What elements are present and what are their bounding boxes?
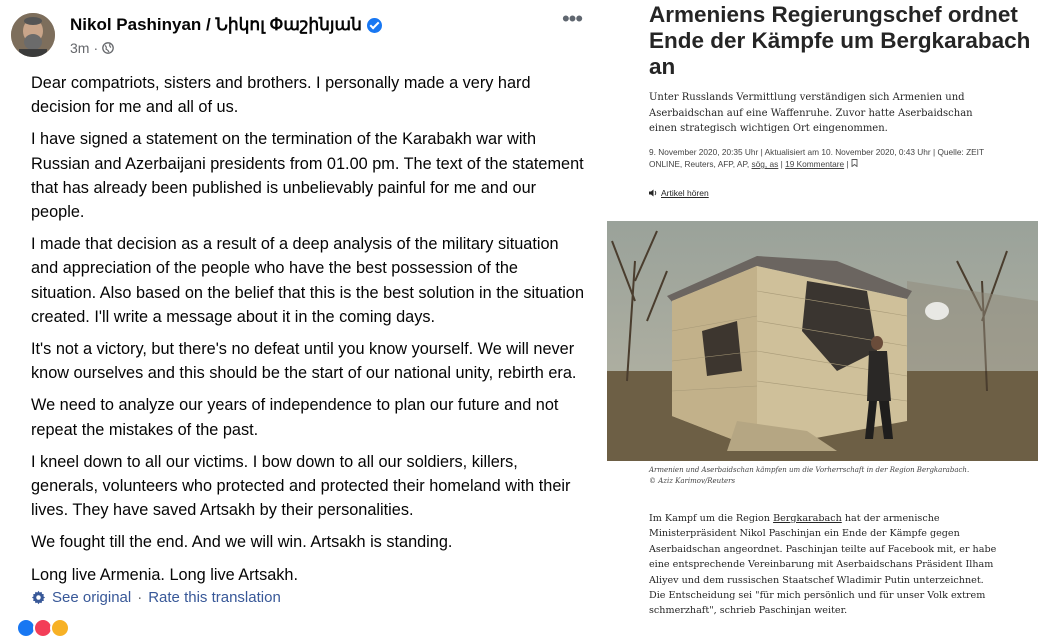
reaction-icons[interactable] xyxy=(16,618,67,638)
speaker-icon xyxy=(649,189,658,197)
more-options-icon[interactable]: ••• xyxy=(561,6,583,31)
author-name-text[interactable]: Nikol Pashinyan / Նիկոլ Փաշինյան xyxy=(70,15,362,34)
post-paragraph: We need to analyze our years of independence to plan our future and not repeat the mistakes of the past. xyxy=(31,396,559,439)
source-authors-link[interactable]: sög, as xyxy=(751,159,779,169)
article-updated: Aktualisiert am 10. November 2020, 0:43 Uhr xyxy=(764,147,931,157)
article-info xyxy=(649,146,1009,170)
info-separator: | xyxy=(780,159,783,169)
info-separator: | xyxy=(760,147,763,157)
post-paragraph: We fought till the end. And we will win. Artsakh is standing. xyxy=(31,533,453,552)
dot-separator: · xyxy=(93,40,99,56)
post-paragraph: It's not a victory, but there's no defeat until you know yourself. We will never know ourselves and this should be the start of our national unity, rebirth era. xyxy=(31,340,577,383)
post-time[interactable]: 3m xyxy=(70,40,90,56)
article-photo xyxy=(607,221,1038,461)
article-body xyxy=(649,511,999,619)
rate-translation-link[interactable]: Rate this translation xyxy=(148,589,281,606)
article-text: Im Kampf um die Region xyxy=(649,513,770,524)
globe-icon xyxy=(102,42,114,54)
see-original-link[interactable]: See original xyxy=(52,589,132,606)
verified-badge-icon xyxy=(367,18,382,33)
post-paragraph: I kneel down to all our victims. I bow down to all our soldiers, killers, generals, volunteers who protected and protected their homeland with their lives. They have saved Artsakh by their personalities. xyxy=(31,452,571,520)
article-text: hat der armenische Ministerpräsident Nikol Paschinjan ein Ende der Kämpfe gegen Aserbaidschan angeordnet. Paschinjan teilte auf Facebook mit, er habe eine entsprechende Vereinbarung mit Aserbaidschans Präsident Ilham Aliyev und dem russischen Staatschef Wladimir Putin unterzeichnet. Die Entscheidung sei "für mich persönlich und für unser Volk extrem schmerzhaft", schrieb Paschinjan weiter. xyxy=(649,513,997,617)
info-separator: | xyxy=(932,147,936,157)
source-list: ZEIT ONLINE, Reuters, AFP, AP, xyxy=(649,147,984,169)
post-meta xyxy=(70,40,114,56)
listen-article-button[interactable] xyxy=(649,188,709,198)
post-paragraph: Long live Armenia. Long live Artsakh. xyxy=(31,565,298,584)
source-label: Quelle: xyxy=(937,147,964,157)
haha-reaction-icon xyxy=(50,618,70,638)
article-date: 9. November 2020, 20:35 Uhr xyxy=(649,147,759,157)
post-paragraph: Dear compatriots, sisters and brothers. I personally made a very hard decision for me and all of us. xyxy=(31,74,531,117)
bergkarabach-link[interactable]: Bergkarabach xyxy=(773,513,842,524)
avatar[interactable] xyxy=(11,13,55,57)
post-body xyxy=(31,71,587,595)
post-paragraph: I made that decision as a result of a deep analysis of the military situation and appreciation of the people who have the best possession of the situation. Also based on the belief that this is the best solution in the situation created. I'll write a message about it in the coming days. xyxy=(31,235,585,326)
bookmark-icon[interactable] xyxy=(851,159,858,167)
author-name[interactable] xyxy=(70,15,382,35)
news-article xyxy=(594,0,1052,624)
photo-caption xyxy=(649,465,1029,487)
translation-bar xyxy=(31,589,281,606)
comments-link[interactable]: 19 Kommentare xyxy=(785,159,845,169)
info-separator: | xyxy=(846,159,849,169)
separator: · xyxy=(137,589,143,606)
article-summary: Unter Russlands Vermittlung verständigen sich Armenien und Aserbaidschan auf eine Waffenruhe. Zuvor hatte Aserbaidschan einen strategisch wichtigen Ort eingenommen. xyxy=(649,92,973,134)
listen-article-label: Artikel hören xyxy=(661,188,709,198)
gear-icon[interactable] xyxy=(31,590,46,605)
post-paragraph: I have signed a statement on the termination of the Karabakh war with Russian and Azerbaijani presidents from 01.00 pm. The text of the statement that has already been published is unbelievably painful for me and our people. xyxy=(31,130,584,222)
photo-credit: © Aziz Karimov/Reuters xyxy=(649,477,736,485)
photo-caption-text: Armenien und Aserbaidschan kämpfen um die Vorherrschaft in der Region Bergkarabach. xyxy=(649,466,970,474)
article-headline: Armeniens Regierungschef ordnet Ende der Kämpfe um Bergkarabach an xyxy=(649,2,1031,79)
